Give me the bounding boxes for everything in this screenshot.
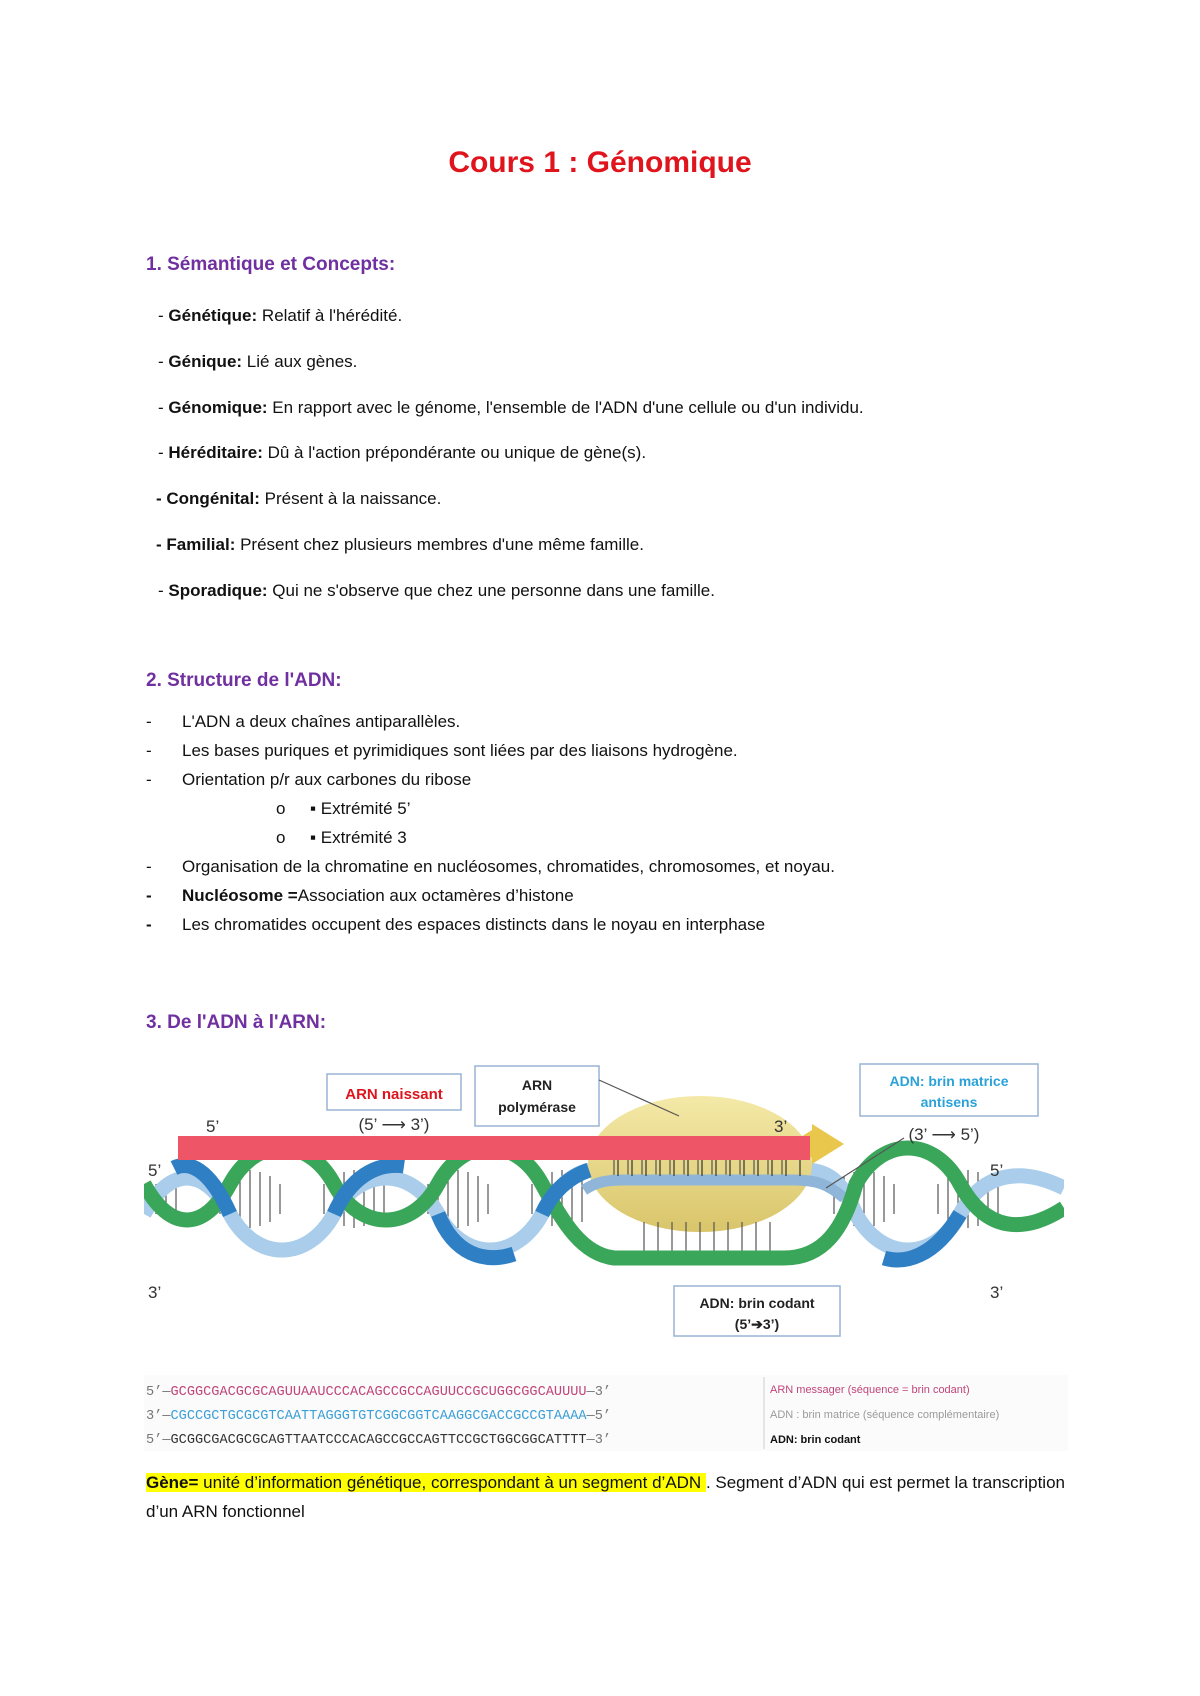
definition-text: Relatif à l'hérédité. bbox=[257, 306, 403, 325]
rna-nascent-strand bbox=[178, 1136, 810, 1160]
brin-codant-label-2: (5’➔3’) bbox=[734, 1316, 780, 1332]
definition-text: Présent chez plusieurs membres d'une même famille. bbox=[235, 535, 644, 554]
blue-strand-right bbox=[884, 1214, 960, 1260]
sequence-label-brin-matrice: ADN : brin matrice (séquence complémentaire) bbox=[770, 1409, 1000, 1421]
definition-term: Génomique: bbox=[168, 398, 268, 417]
label-5-prime-left: 5’ bbox=[148, 1161, 162, 1180]
arn-polymerase-label-2: polymérase bbox=[498, 1099, 576, 1115]
sequence-label-brin-codant: ADN: brin codant bbox=[770, 1434, 861, 1446]
arn-polymerase-label-1: ARN bbox=[521, 1077, 553, 1093]
definition-text: Présent à la naissance. bbox=[259, 489, 442, 508]
sequence-label-arn-messager: ARN messager (séquence = brin codant) bbox=[770, 1384, 970, 1396]
sequence-alignment bbox=[144, 1375, 1068, 1451]
definition-item: - Génomique: En rapport avec le génome, l'ensemble de l'ADN d'une cellule ou d'un individu. bbox=[158, 398, 864, 417]
brin-matrice-label-1: ADN: brin matrice bbox=[889, 1073, 1009, 1089]
arn-polymerase-box bbox=[475, 1066, 599, 1126]
arn-naissant-label: ARN naissant bbox=[345, 1086, 443, 1103]
definition-term: Sporadique: bbox=[168, 581, 268, 600]
sequence-rows bbox=[146, 1385, 611, 1448]
definition-term: Génétique: bbox=[168, 306, 258, 325]
brin-matrice-label-2: antisens bbox=[920, 1094, 978, 1110]
definition-item: - Familial: Présent chez plusieurs membres d'une même famille. bbox=[156, 535, 644, 554]
definition-item: - Génique: Lié aux gènes. bbox=[158, 352, 358, 371]
section-heading-adn-arn: 3. De l'ADN à l'ARN: bbox=[146, 1012, 327, 1033]
label-3-prime-right: 3’ bbox=[990, 1283, 1004, 1302]
definition-item: - Héréditaire: Dû à l'action prépondérante ou unique de gène(s). bbox=[158, 443, 647, 462]
section-heading-semantique: 1. Sémantique et Concepts: bbox=[146, 254, 396, 275]
section-heading-structure: 2. Structure de l'ADN: bbox=[146, 670, 342, 691]
gene-rest-text: . Segment d’ADN qui est permet la transcription d’un ARN fonctionnel bbox=[146, 1473, 1065, 1521]
label-5-prime-right: 5’ bbox=[990, 1161, 1004, 1180]
label-3-prime-polymerase: 3’ bbox=[774, 1117, 788, 1136]
definition-text: Qui ne s'observe que chez une personne dans une famille. bbox=[267, 581, 715, 600]
sequence-row-arn-messager: 5’—GCGGCGACGCGCAGUUAAUCCCACAGCCGCCAGUUCCGCUGGCGGCAUUUU—3’ bbox=[146, 1385, 612, 1400]
arn-naissant-direction: (5’ ⟶ 3’) bbox=[358, 1115, 430, 1134]
label-5-prime-rna: 5’ bbox=[206, 1117, 220, 1136]
nucleosome-term: Nucléosome = bbox=[182, 886, 298, 905]
label-3-prime-left: 3’ bbox=[148, 1283, 162, 1302]
definition-term: Héréditaire: bbox=[168, 443, 263, 462]
gene-term: Gène= bbox=[146, 1473, 199, 1492]
definition-item: - Génétique: Relatif à l'hérédité. bbox=[158, 306, 403, 325]
definition-item: - Congénital: Présent à la naissance. bbox=[156, 489, 442, 508]
definition-text: Dû à l'action prépondérante ou unique de gène(s). bbox=[262, 443, 647, 462]
definition-term: Congénital: bbox=[166, 489, 260, 508]
page-title: Cours 1 : Génomique bbox=[448, 146, 752, 179]
definition-text: En rapport avec le génome, l'ensemble de l'ADN d'une cellule ou d'un individu. bbox=[267, 398, 864, 417]
definition-item: - Sporadique: Qui ne s'observe que chez une personne dans une famille. bbox=[158, 581, 715, 600]
sequence-row-brin-matrice: 3’—CGCCGCTGCGCGTCAATTAGGGTGTCGGCGGTCAAGGCGACCGCCGTAAAA—5’ bbox=[146, 1409, 612, 1424]
brin-codant-label-1: ADN: brin codant bbox=[699, 1295, 815, 1311]
gene-highlighted-text: unité d’information génétique, correspondant à un segment d’ADN bbox=[198, 1473, 706, 1492]
gene-definition bbox=[146, 1468, 1066, 1526]
definition-text: Lié aux gènes. bbox=[242, 352, 358, 371]
brin-matrice-direction: (3’ ⟶ 5’) bbox=[908, 1125, 980, 1144]
definition-term: Familial: bbox=[166, 535, 236, 554]
sequence-row-brin-codant: 5’—GCGGCGACGCGCAGTTAATCCCACAGCCGCCAGTTCCGCTGGCGGCATTTT—3’ bbox=[146, 1433, 612, 1448]
document-page: Cours 1 : Génomique 1. Sémantique et Concepts: - Génétique: Relatif à l'hérédité. - Génique: Lié aux gènes. - Génomique: En rapport avec le génome, l'ensemble de l'ADN d'une cellule ou d'un individu. - Héréditaire: Dû à l'action prépondérante ou unique de gène(s). - Congénital: Présent à la naissance. - Familial: Présent chez plusieurs membres d'une même famille. - Sporadique: Qui ne s'observe que chez une personne dans une famille. 2. Structure de l'ADN: - L'ADN a deux chaînes antiparallèles. - Les bases puriques et pyrimidiques sont liées par des liaisons hydrogène. - Orientation p/r aux carbones du ribose o ▪ Extrémité 5’ o ▪ Extrémité 3 - Organisation de la chromatine en nucléosomes, chromatides, chromosomes, et noyau. - Nucléosome =Association aux octamères d’histone - Les chromatides occupent des espaces distincts dans le noyau en interphase 3. De l'ADN à l'ARN: ARN naissant (5’ ⟶ 3’) ARN polymérase ADN: brin matrice antisens (3’ ⟶ 5’) ADN: brin codant (5’➔3’) 5’ 3’ 5’ 3’ 5’ 3’ 5’—GCGGCGACGCGCAGUUAAUCCCACAGCCGCCAGUUCCGCUGGCGGCAUUUU—3’ 3’—CGCCGCTGCGCGTCAATTAGGGTGTCGGCGGTCAAGGCGACCGCCGTAAAA—5’ 5’—GCGGCGACGCGCAGTTAATCCCACAGCCGCCAGTTCCGCTGGCGGCATTTT—3’ ARN messager (séquence = brin codant) ADN : brin matrice (séquence complémentaire) ADN: brin codant Gène= unité d’information génétique, correspondant à un segment d’ADN . Segment d’ADN qui est permet la transcription d’un ARN fonctionnel bbox=[0, 0, 1200, 1696]
transcription-figure bbox=[144, 1058, 1064, 1358]
definition-term: Génique: bbox=[168, 352, 243, 371]
